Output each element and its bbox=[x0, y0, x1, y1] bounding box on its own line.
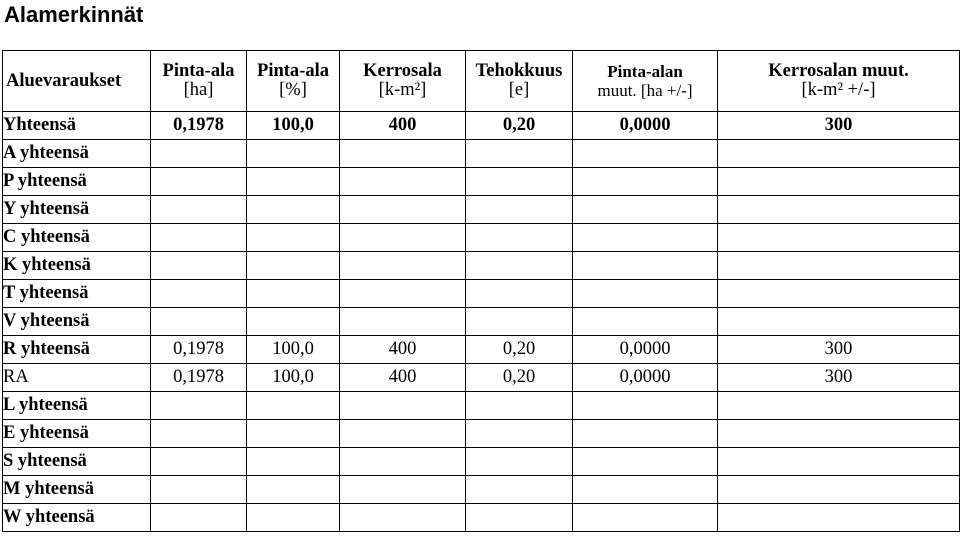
table-cell bbox=[151, 196, 247, 224]
row-label: S yhteensä bbox=[3, 448, 151, 476]
table-cell bbox=[573, 504, 718, 532]
table-row bbox=[3, 252, 960, 280]
table-cell bbox=[247, 280, 340, 308]
table-cell bbox=[151, 476, 247, 504]
table-cell bbox=[718, 140, 960, 168]
row-label: R yhteensä bbox=[3, 336, 151, 364]
col-header-kerrosalan-muut: Kerrosalan muut. [k-m² +/-] bbox=[718, 51, 960, 112]
table-row bbox=[3, 308, 960, 336]
table-cell bbox=[466, 168, 573, 196]
table-cell: 300 bbox=[718, 112, 960, 140]
table-cell bbox=[466, 280, 573, 308]
table-cell bbox=[247, 196, 340, 224]
row-label: RA bbox=[3, 364, 151, 392]
table-cell bbox=[573, 476, 718, 504]
row-label: L yhteensä bbox=[3, 392, 151, 420]
row-label: C yhteensä bbox=[3, 224, 151, 252]
table-cell bbox=[573, 140, 718, 168]
table-row bbox=[3, 504, 960, 532]
table-cell: 0,1978 bbox=[151, 364, 247, 392]
table-row bbox=[3, 224, 960, 252]
table-cell bbox=[247, 448, 340, 476]
table-cell: 100,0 bbox=[247, 336, 340, 364]
table-cell bbox=[340, 476, 466, 504]
table-cell bbox=[718, 280, 960, 308]
table-cell bbox=[466, 252, 573, 280]
table-cell bbox=[718, 224, 960, 252]
table-cell: 0,20 bbox=[466, 364, 573, 392]
table-cell bbox=[340, 224, 466, 252]
table-cell bbox=[151, 392, 247, 420]
table-row bbox=[3, 112, 960, 140]
table-cell: 100,0 bbox=[247, 364, 340, 392]
page-title: Alamerkinnät bbox=[4, 2, 144, 27]
table-cell bbox=[247, 252, 340, 280]
table-cell: 100,0 bbox=[247, 112, 340, 140]
table-cell: 400 bbox=[340, 112, 466, 140]
table-cell bbox=[718, 252, 960, 280]
table-cell bbox=[573, 252, 718, 280]
table-cell: 400 bbox=[340, 364, 466, 392]
col-header-pinta-alan-muut: Pinta-alan muut. [ha +/-] bbox=[573, 51, 718, 112]
table-row bbox=[3, 364, 960, 392]
table-cell bbox=[151, 224, 247, 252]
table-cell bbox=[718, 504, 960, 532]
table-cell bbox=[466, 448, 573, 476]
table-cell: 0,1978 bbox=[151, 336, 247, 364]
table-cell bbox=[340, 448, 466, 476]
table-cell bbox=[466, 196, 573, 224]
table-cell bbox=[466, 140, 573, 168]
table-row bbox=[3, 196, 960, 224]
table-cell bbox=[340, 168, 466, 196]
row-label: T yhteensä bbox=[3, 280, 151, 308]
row-label: M yhteensä bbox=[3, 476, 151, 504]
table-cell bbox=[340, 504, 466, 532]
row-label: Y yhteensä bbox=[3, 196, 151, 224]
table-cell: 0,20 bbox=[466, 336, 573, 364]
table-cell bbox=[247, 392, 340, 420]
table-cell bbox=[247, 224, 340, 252]
col-header-tehokkuus: Tehokkuus [e] bbox=[466, 51, 573, 112]
table-cell: 0,20 bbox=[466, 112, 573, 140]
row-label: V yhteensä bbox=[3, 308, 151, 336]
table-cell: 0,0000 bbox=[573, 112, 718, 140]
table-cell bbox=[151, 252, 247, 280]
table-cell bbox=[151, 420, 247, 448]
table-cell bbox=[466, 308, 573, 336]
table-cell bbox=[151, 140, 247, 168]
table-cell bbox=[247, 476, 340, 504]
table-cell bbox=[151, 308, 247, 336]
table-cell bbox=[573, 448, 718, 476]
table-row bbox=[3, 168, 960, 196]
table-cell bbox=[151, 168, 247, 196]
table-cell: 300 bbox=[718, 364, 960, 392]
table-cell bbox=[573, 420, 718, 448]
row-label: A yhteensä bbox=[3, 140, 151, 168]
header-row bbox=[3, 51, 960, 112]
table-cell bbox=[466, 476, 573, 504]
table-cell: 0,0000 bbox=[573, 336, 718, 364]
table-cell bbox=[573, 280, 718, 308]
table-cell bbox=[718, 448, 960, 476]
table-cell bbox=[340, 140, 466, 168]
table-cell bbox=[718, 420, 960, 448]
table-row bbox=[3, 420, 960, 448]
table-cell bbox=[340, 308, 466, 336]
table-cell: 400 bbox=[340, 336, 466, 364]
table-cell bbox=[573, 168, 718, 196]
table-cell bbox=[151, 448, 247, 476]
table-cell bbox=[340, 196, 466, 224]
row-label: W yhteensä bbox=[3, 504, 151, 532]
table-cell bbox=[573, 392, 718, 420]
table-cell bbox=[718, 392, 960, 420]
col-header-pinta-ala-ha: Pinta-ala [ha] bbox=[151, 51, 247, 112]
table-cell bbox=[247, 308, 340, 336]
table-cell bbox=[466, 504, 573, 532]
table-row bbox=[3, 476, 960, 504]
table-cell bbox=[718, 168, 960, 196]
table-cell bbox=[718, 476, 960, 504]
table-row bbox=[3, 140, 960, 168]
row-label: Yhteensä bbox=[3, 112, 151, 140]
table-cell bbox=[573, 308, 718, 336]
table-cell: 300 bbox=[718, 336, 960, 364]
row-label: K yhteensä bbox=[3, 252, 151, 280]
table-cell bbox=[247, 140, 340, 168]
table-cell bbox=[718, 196, 960, 224]
table-cell bbox=[151, 280, 247, 308]
table-row bbox=[3, 392, 960, 420]
row-label: P yhteensä bbox=[3, 168, 151, 196]
table-cell bbox=[340, 252, 466, 280]
table-row bbox=[3, 280, 960, 308]
table-cell bbox=[466, 392, 573, 420]
table-cell bbox=[151, 504, 247, 532]
col-header-pinta-ala-pct: Pinta-ala [%] bbox=[247, 51, 340, 112]
table-cell bbox=[466, 420, 573, 448]
table-row bbox=[3, 336, 960, 364]
table-cell bbox=[340, 420, 466, 448]
table-row bbox=[3, 448, 960, 476]
table-cell bbox=[340, 392, 466, 420]
col-header-kerrosala: Kerrosala [k-m²] bbox=[340, 51, 466, 112]
table-cell bbox=[247, 420, 340, 448]
table-cell bbox=[718, 308, 960, 336]
land-use-table bbox=[2, 50, 960, 532]
table-cell bbox=[247, 168, 340, 196]
table-cell bbox=[247, 504, 340, 532]
row-label: E yhteensä bbox=[3, 420, 151, 448]
col-header-aluevaraukset: Aluevaraukset bbox=[3, 51, 151, 112]
table-cell: 0,1978 bbox=[151, 112, 247, 140]
table-cell: 0,0000 bbox=[573, 364, 718, 392]
table-cell bbox=[340, 280, 466, 308]
table-cell bbox=[466, 224, 573, 252]
table-cell bbox=[573, 224, 718, 252]
table-cell bbox=[573, 196, 718, 224]
